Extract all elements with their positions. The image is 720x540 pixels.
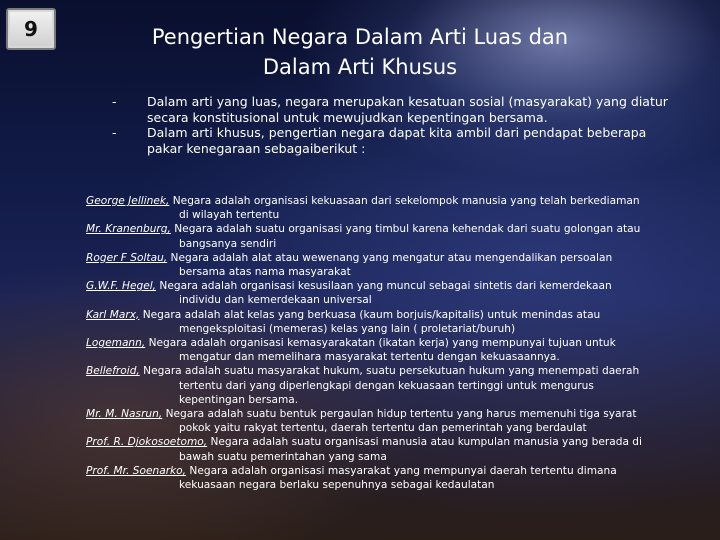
definition-item	[86, 194, 646, 222]
definition-item	[86, 336, 646, 364]
definition-text: Negara adalah organisasi kemasyarakatan (ikatan kerja) yang mempunyai tujuan untuk mengatur dan memelihara masyarakat tertentu dengan kekuasaannya.	[145, 337, 616, 364]
definition-text: Negara adalah organisasi kekuasaan dari sekelompok manusia yang telah berkediaman di wilayah tertentu	[169, 195, 640, 222]
definition-item	[86, 251, 646, 279]
definition-list	[86, 194, 646, 492]
definition-author: George Jellinek,	[86, 195, 170, 207]
bullet-dash: -	[112, 94, 117, 109]
definition-author: G.W.F. Hegel,	[86, 280, 157, 293]
definition-item	[86, 222, 646, 250]
definition-author: Bellefroid,	[86, 365, 140, 378]
intro-bullet	[112, 125, 672, 156]
definition-author: Prof. Mr. Soenarko,	[86, 464, 187, 477]
slide-title: Pengertian Negara Dalam Arti Luas dan Dalam Arti Khusus	[151, 25, 569, 79]
slide-number-badge	[6, 8, 56, 50]
intro-bullet-text: Dalam arti khusus, pengertian negara dapat kita ambil dari pendapat beberapa pakar kenegaraan sebagaiberikut :	[147, 125, 647, 156]
definition-text: Negara adalah organisasi masyarakat yang mempunyai daerah tertentu dimana kekuasaan negara berlaku sepenuhnya sebagai kedaulatan	[179, 464, 617, 492]
definition-text: Negara adalah alat atau wewenang yang mengatur atau mengendalikan persoalan bersama atas nama masyarakat	[167, 251, 613, 279]
bullet-dash: -	[112, 125, 117, 140]
definition-text: Negara adalah organisasi kesusilaan yang muncul sebagai sintetis dari kemerdekaan individu dan kemerdekaan universal	[156, 280, 612, 307]
definition-author: Mr. Kranenburg,	[86, 223, 171, 236]
definition-item	[86, 407, 646, 435]
definition-author: Roger F Soltau,	[86, 251, 168, 264]
intro-bullet-list	[112, 94, 672, 156]
definition-author: Prof. R. Djokosoetomo,	[86, 436, 208, 449]
definition-author: Mr. M. Nasrun,	[86, 408, 163, 421]
definition-text: Negara adalah suatu organisasi manusia atau kumpulan manusia yang berada di bawah suatu pemerintahan yang sama	[179, 436, 642, 463]
definition-text: Negara adalah suatu organisasi yang timbul karena kehendak dari suatu golongan atau bangsanya sendiri	[170, 223, 641, 250]
definition-item	[86, 279, 646, 307]
definition-item	[86, 435, 646, 463]
definition-text: Negara adalah suatu bentuk pergaulan hidup tertentu yang harus memenuhi tiga syarat pokok yaitu rakyat tertentu, daerah tertentu dan pemerintah yang berdaulat	[162, 408, 637, 435]
slide-number: 9	[24, 17, 38, 41]
definition-item	[86, 308, 646, 336]
definition-item	[86, 364, 646, 407]
definition-author: Logemann,	[86, 337, 146, 350]
intro-bullet-text: Dalam arti yang luas, negara merupakan kesatuan sosial (masyarakat) yang diatur secara konstitusional untuk mewujudkan kepentingan bersama.	[147, 94, 668, 125]
definition-text: Negara adalah suatu masyarakat hukum, suatu persekutuan hukum yang menempati daerah tertentu dari yang diperlengkapi dengan kekuasaan tertinggi untuk mengurus kepentingan bersama.	[139, 365, 640, 406]
definition-item	[86, 464, 646, 492]
definition-author: Karl Marx,	[86, 308, 140, 321]
intro-bullet	[112, 94, 672, 125]
definition-text: Negara adalah alat kelas yang berkuasa (kaum borjuis/kapitalis) untuk menindas atau mengeksploitasi (memeras) kelas yang lain ( proletariat/buruh)	[139, 308, 601, 335]
